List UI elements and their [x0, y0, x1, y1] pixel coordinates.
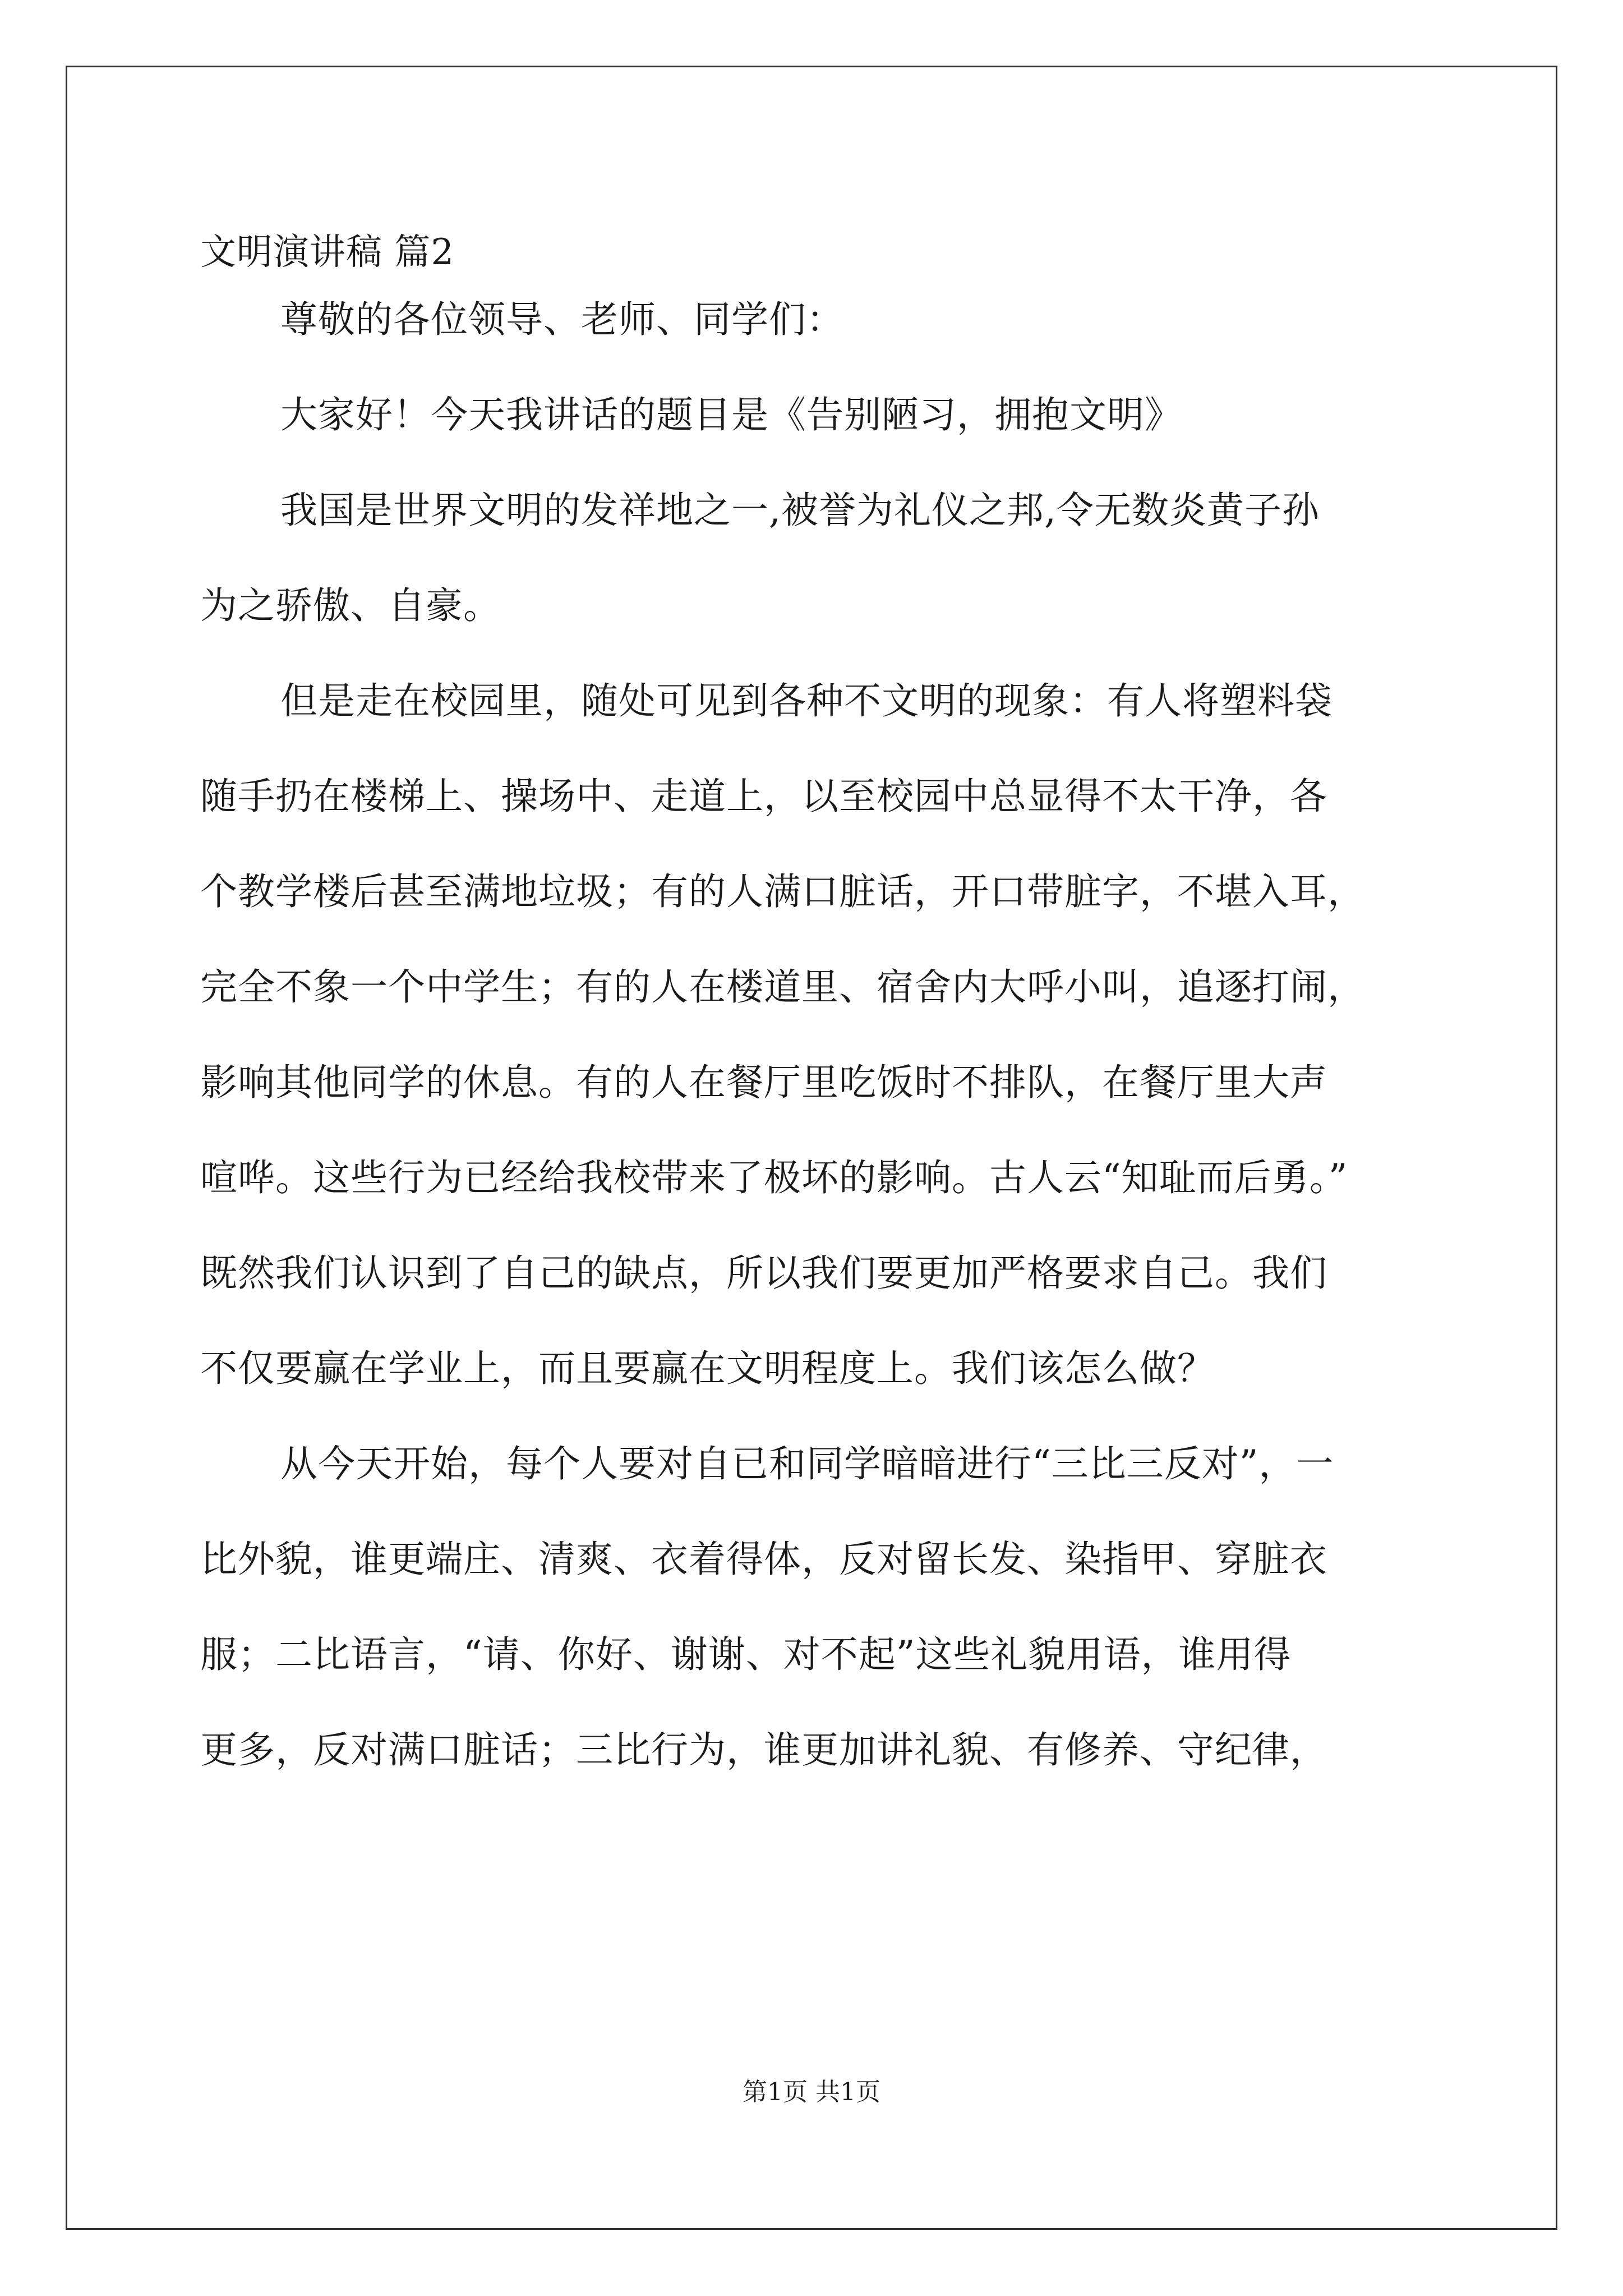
text-line: 既然我们认识到了自己的缺点，所以我们要更加严格要求自己。我们	[200, 1251, 1327, 1295]
text-line: 不仅要赢在学业上，而且要赢在文明程度上。我们该怎么做？	[200, 1347, 1215, 1390]
text-line: 从今天开始，每个人要对自已和同学暗暗进行“三比三反对”，一	[280, 1442, 1334, 1485]
document-title: 文明演讲稿 篇2	[200, 232, 455, 273]
text-line: 比外貌，谁更端庄、清爽、衣着得体，反对留长发、染指甲、穿脏衣	[200, 1538, 1327, 1581]
text-line: 但是走在校园里，随处可见到各种不文明的现象：有人将塑料袋	[280, 679, 1332, 723]
text-line: 为之骄傲、自豪。	[200, 584, 501, 627]
text-line: 我国是世界文明的发祥地之一,被誉为礼仪之邦,令无数炎黄子孙	[280, 489, 1320, 532]
text-line-greeting: 尊敬的各位领导、老师、同学们：	[280, 298, 844, 341]
text-line: 随手扔在楼梯上、操场中、走道上，以至校园中总显得不太干净，各	[200, 775, 1327, 818]
text-line: 个教学楼后甚至满地垃圾；有的人满口脏话，开口带脏字，不堪入耳，	[200, 870, 1365, 913]
text-line: 更多，反对满口脏话；三比行为，谁更加讲礼貌、有修养、守纪律，	[200, 1728, 1327, 1772]
text-line: 服；二比语言，“请、你好、谢谢、对不起”这些礼貌用语，谁用得	[200, 1633, 1292, 1676]
text-line: 喧哗。这些行为已经给我校带来了极坏的影响。古人云“知耻而后勇。”	[200, 1156, 1348, 1199]
page-footer: 第1页 共1页	[743, 2078, 880, 2106]
page-border	[66, 66, 1557, 2230]
text-line-topic: 大家好！今天我讲话的题目是《告别陋习，拥抱文明》	[280, 393, 1182, 436]
text-line: 影响其他同学的休息。有的人在餐厅里吃饭时不排队，在餐厅里大声	[200, 1061, 1327, 1104]
text-line: 完全不象一个中学生；有的人在楼道里、宿舍内大呼小叫，追逐打闹，	[200, 965, 1365, 1009]
